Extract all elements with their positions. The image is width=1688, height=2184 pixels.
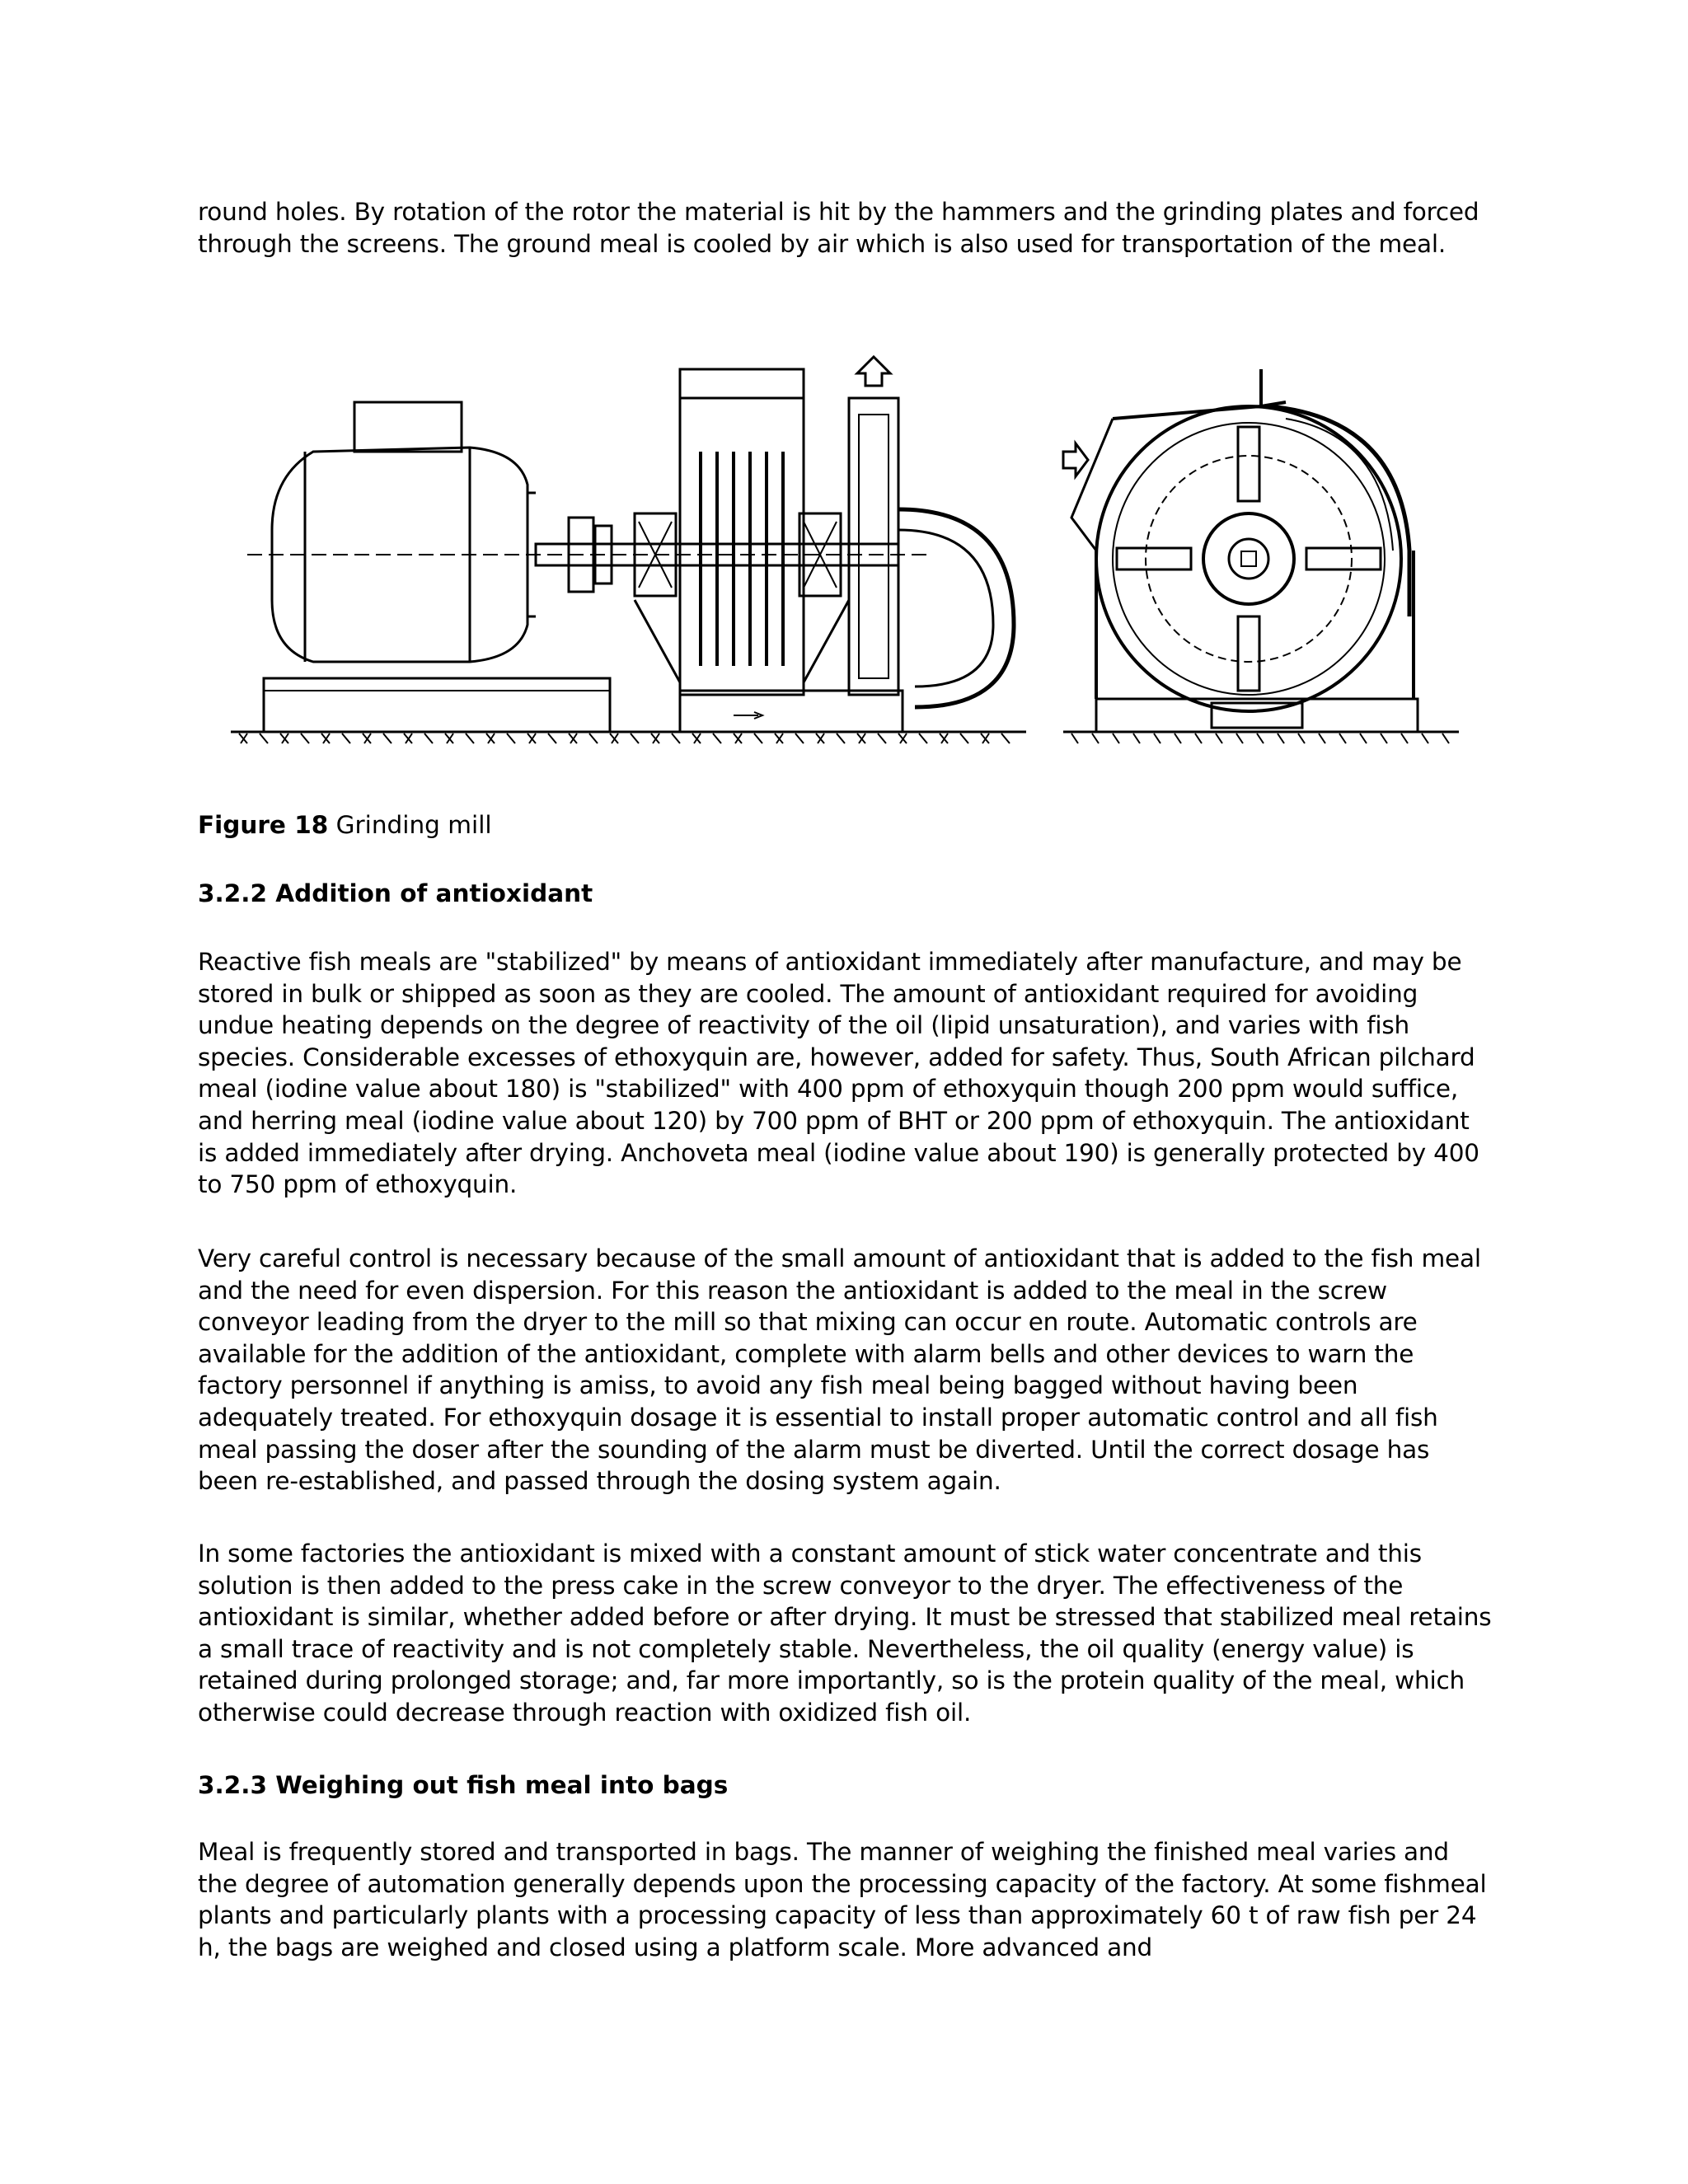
grinding-mill-figure: [223, 353, 1459, 773]
intro-paragraph: round holes. By rotation of the rotor the material is hit by the hammers and the grinding plates and forced through the screens. The ground meal is cooled by air which is also used for transportation of the meal.: [198, 198, 1479, 258]
weighing-paragraph-1: Meal is frequently stored and transported in bags. The manner of weighing the finished meal varies and the degree of automation generally depends upon the processing capacity of the factory. At some fishmeal plants and particularly plants with a processing capacity of less than approximately 60 t of raw fish per 24 h, the bags are weighed and closed using a platform scale. More advanced and: [198, 1838, 1487, 1961]
figure-title: Grinding mill: [335, 811, 492, 839]
figure-label: Figure 18: [198, 811, 329, 839]
section-heading-weighing: 3.2.3 Weighing out fish meal into bags: [198, 1771, 729, 1799]
antioxidant-paragraph-1: Reactive fish meals are "stabilized" by means of antioxidant immediately after manufacture, and may be stored in bulk or shipped as soon as they are cooled. The amount of antioxidant required for avoiding undue heating depends on the degree of reactivity of the oil (lipid unsaturation), and varies with fish species. Considerable excesses of ethoxyquin are, however, added for safety. Thus, South African pilchard meal (iodine value about 180) is "stabilized" with 400 ppm of ethoxyquin though 200 ppm would suffice, and herring meal (iodine value about 120) by 700 ppm of BHT or 200 ppm of ethoxyquin. The antioxidant is added immediately after drying. Anchoveta meal (iodine value about 190) is generally protected by 400 to 750 ppm of ethoxyquin.: [198, 948, 1479, 1199]
mill-side-view: [231, 357, 1026, 743]
mill-front-view: [1063, 369, 1459, 743]
figure-caption: [198, 809, 492, 841]
section-heading-antioxidant: 3.2.2 Addition of antioxidant: [198, 879, 593, 907]
antioxidant-paragraph-3: In some factories the antioxidant is mixed with a constant amount of stick water concentrate and this solution is then added to the press cake in the screw conveyor to the dryer. The effectiveness of the antioxidant is similar, whether added before or after drying. It must be stressed that stabilized meal retains a small trace of reactivity and is not completely stable. Nevertheless, the oil quality (energy value) is retained during prolonged storage; and, far more importantly, so is the protein quality of the meal, which otherwise could decrease through reaction with oxidized fish oil.: [198, 1540, 1492, 1727]
antioxidant-paragraph-2: Very careful control is necessary because of the small amount of antioxidant that is added to the fish meal and the need for even dispersion. For this reason the antioxidant is added to the meal in the screw conveyor leading from the dryer to the mill so that mixing can occur en route. Automatic controls are available for the addition of the antioxidant, complete with alarm bells and other devices to warn the factory personnel if anything is amiss, to avoid any fish meal being bagged without having been adequately treated. For ethoxyquin dosage it is essential to install proper automatic control and all fish meal passing the doser after the sounding of the alarm must be diverted. Until the correct dosage has been re-established, and passed through the dosing system again.: [198, 1244, 1481, 1496]
